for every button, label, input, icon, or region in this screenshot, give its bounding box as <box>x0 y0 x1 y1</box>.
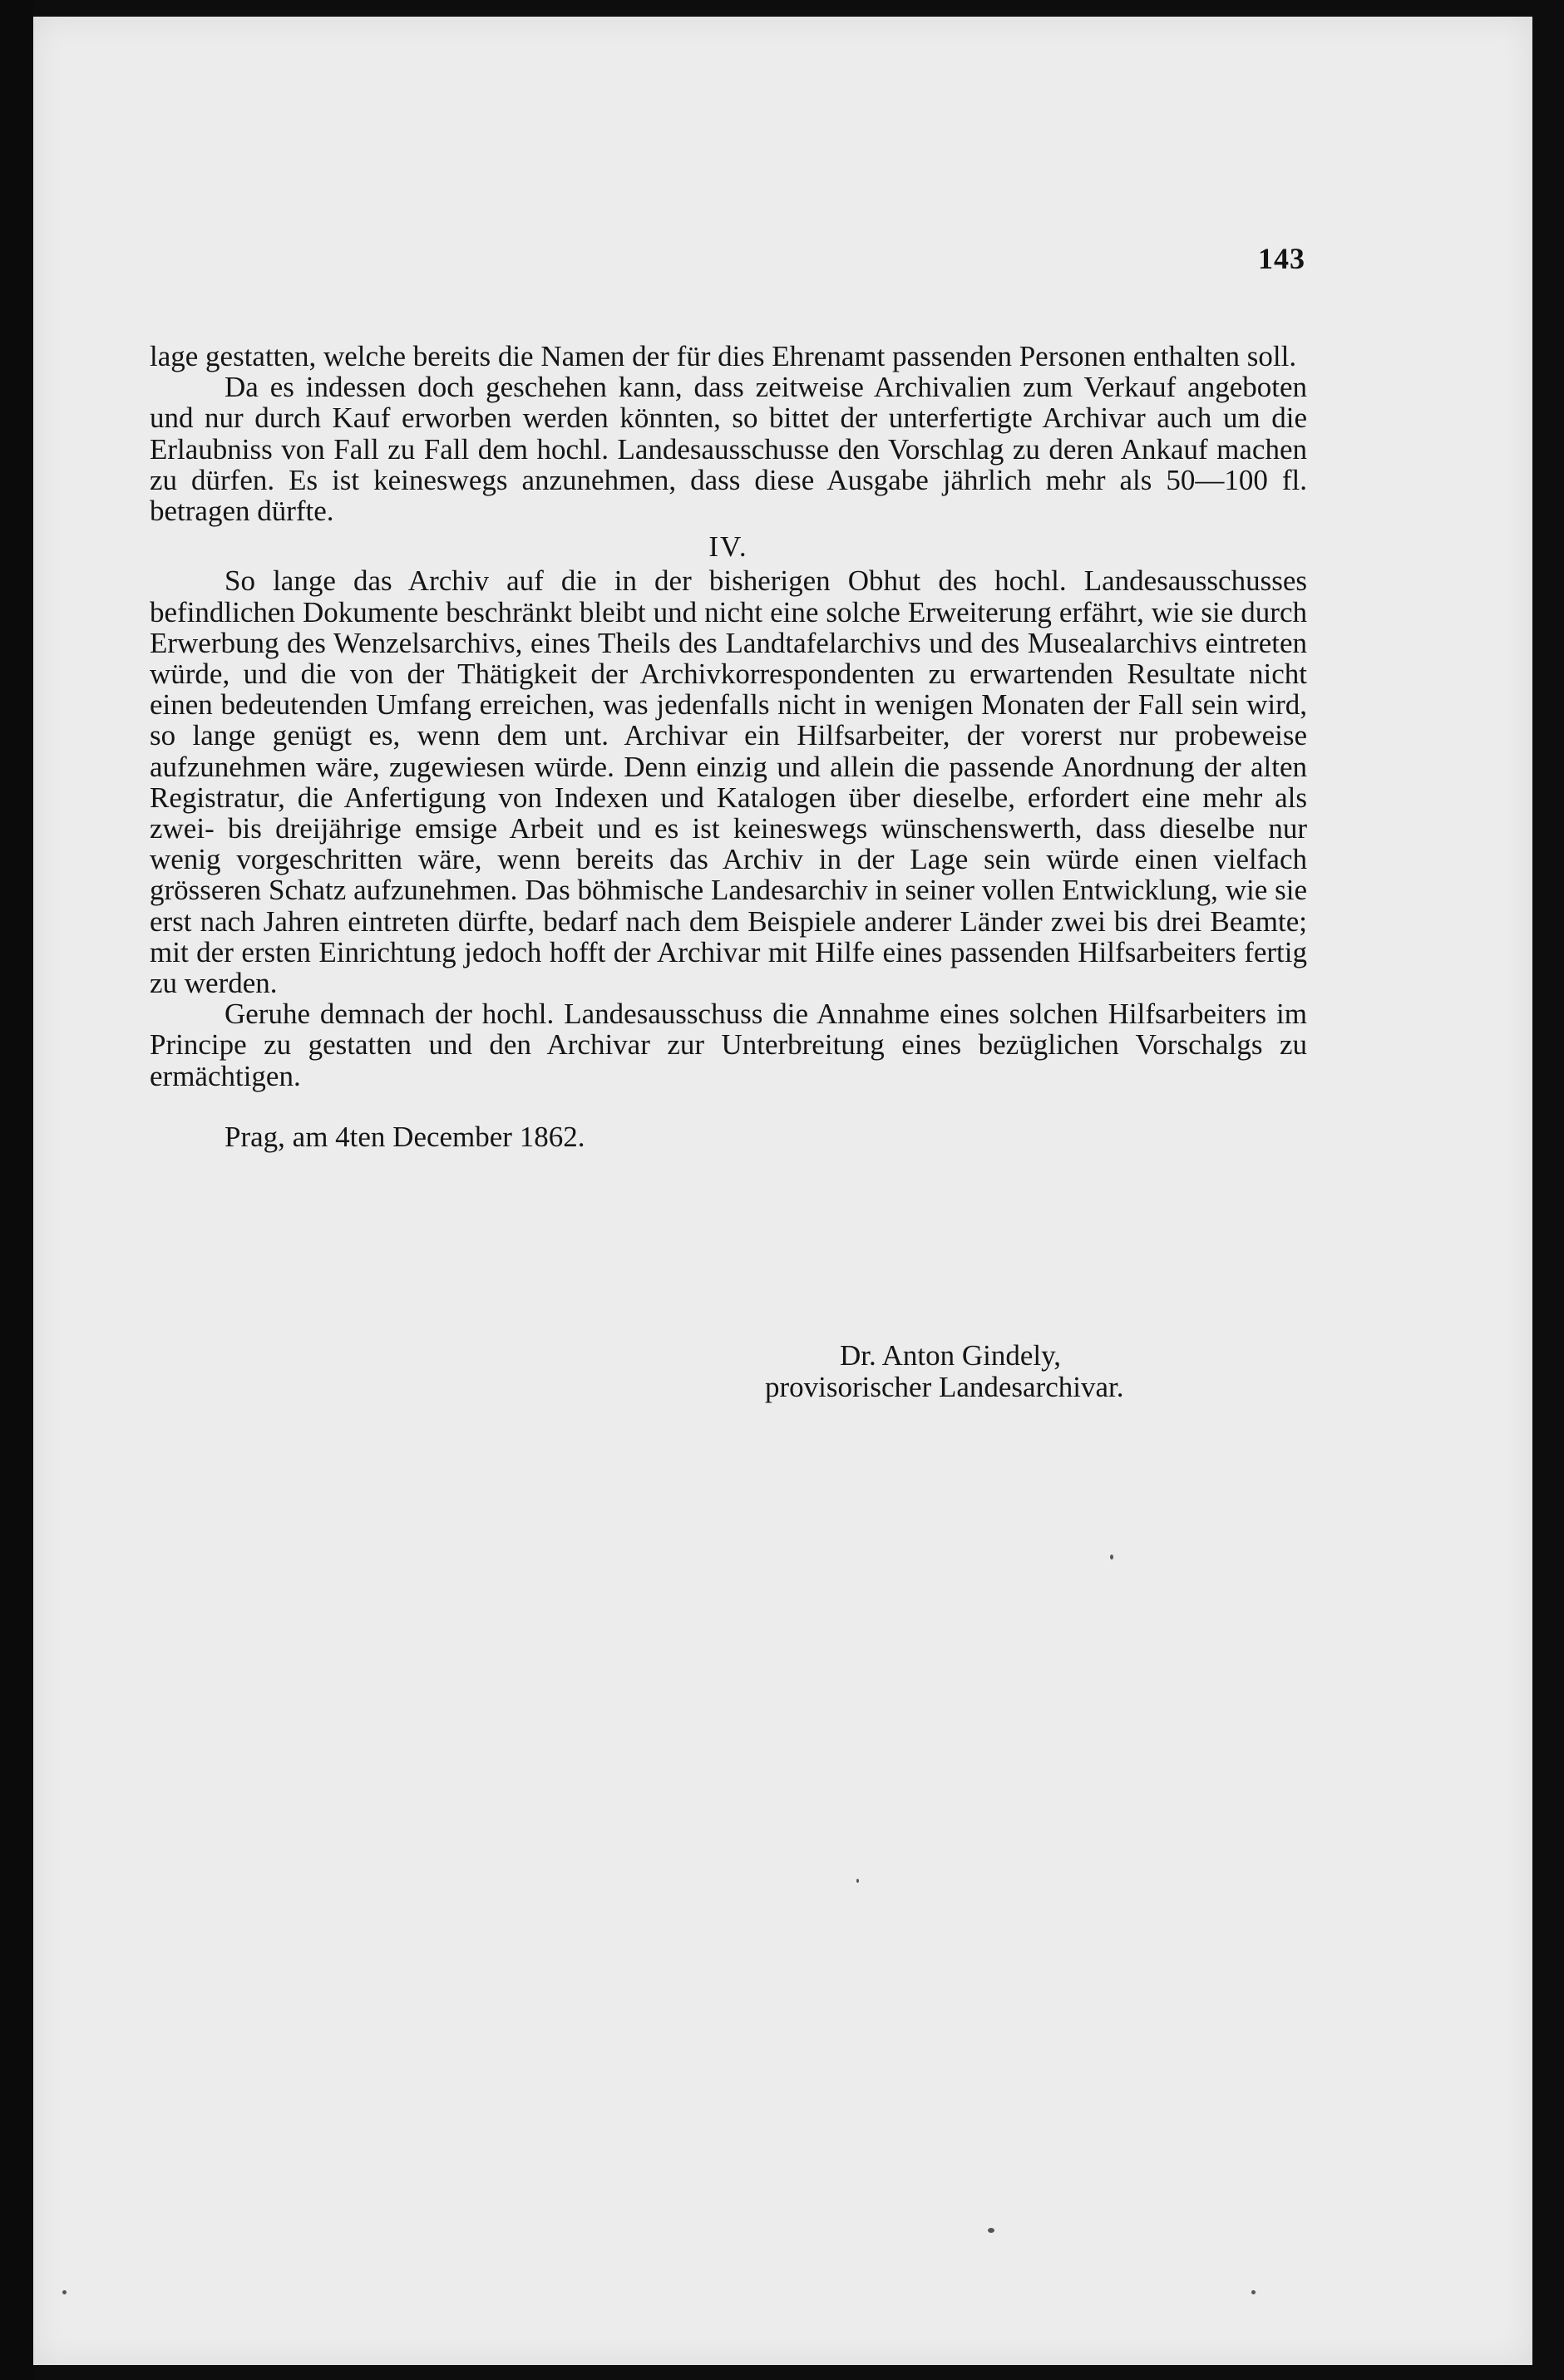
body-text <box>150 341 1307 1152</box>
signatory-title: provisorischer Landesarchivar. <box>765 1371 1124 1403</box>
section-heading: IV. <box>708 530 748 564</box>
signature-block <box>765 1340 1264 1403</box>
paragraph-assistant: So lange das Archiv auf die in der bisherigen Obhut des hochl. Landesausschusses befindlichen Dokumente beschränkt bleibt und nicht eine solche Erweiterung erfährt, wie sie durch Erwerbung des Wenzelsarchivs, eines Theils des Landtafelarchivs und des Musealarchivs eintreten würde, und die von der Thätigkeit der Archivkorrespondenten zu erwartenden Resultate nicht einen bedeutenden Umfang erreichen, was jedenfalls nicht in wenigen Monaten der Fall sein wird, so lange genügt es, wenn dem unt. Archivar ein Hilfsarbeiter, der vorerst nur probeweise aufzunehmen wäre, zugewiesen würde. Denn einzig und allein die passende Anordnung der alten Registratur, die Anfertigung von Indexen und Katalogen über dieselbe, erfordert eine mehr als zwei- bis dreijährige emsige Arbeit und es ist keineswegs wünschenswerth, dass dieselbe nur wenig vorgeschritten wäre, wenn bereits das Archiv in der Lage sein würde einen vielfach grösseren Schatz aufzunehmen. Das böhmische Landesarchiv in seiner vollen Entwicklung, wie sie erst nach Jahren eintreten dürfte, bedarf nach dem Beispiele anderer Länder zwei bis drei Beamte; mit der ersten Einrichtung jedoch hofft der Archivar mit Hilfe eines passenden Hilfsarbeiters fertig zu werden. <box>150 564 1307 1000</box>
document-page <box>33 17 1532 2365</box>
paragraph-request: Geruhe demnach der hochl. Landesausschuss die Annahme eines solchen Hilfsarbeiters im Principe zu gestatten und den Archivar zur Unterbreitung eines bezüglichen Vorschalgs zu ermächtigen. <box>150 998 1307 1092</box>
place-date: Prag, am 4ten December 1862. <box>224 1120 585 1153</box>
signatory-name: Dr. Anton Gindely, <box>840 1339 1062 1372</box>
paragraph-continuation: lage gestatten, welche bereits die Namen der für dies Ehrenamt passenden Personen enthalten soll. <box>150 340 1297 372</box>
scan-border <box>0 0 33 2380</box>
paragraph-acquisitions: Da es indessen doch geschehen kann, dass zeitweise Archivalien zum Verkauf angeboten und nur durch Kauf erworben werden könnten, so bittet der unterfertigte Archivar auch um die Erlaubniss von Fall zu Fall dem hochl. Landesausschusse den Vorschlag zu deren Ankauf machen zu dürfen. Es ist keineswegs anzunehmen, dass diese Ausgabe jährlich mehr als 50—100 fl. betragen dürfte. <box>150 371 1307 528</box>
page-number: 143 <box>1258 242 1305 275</box>
